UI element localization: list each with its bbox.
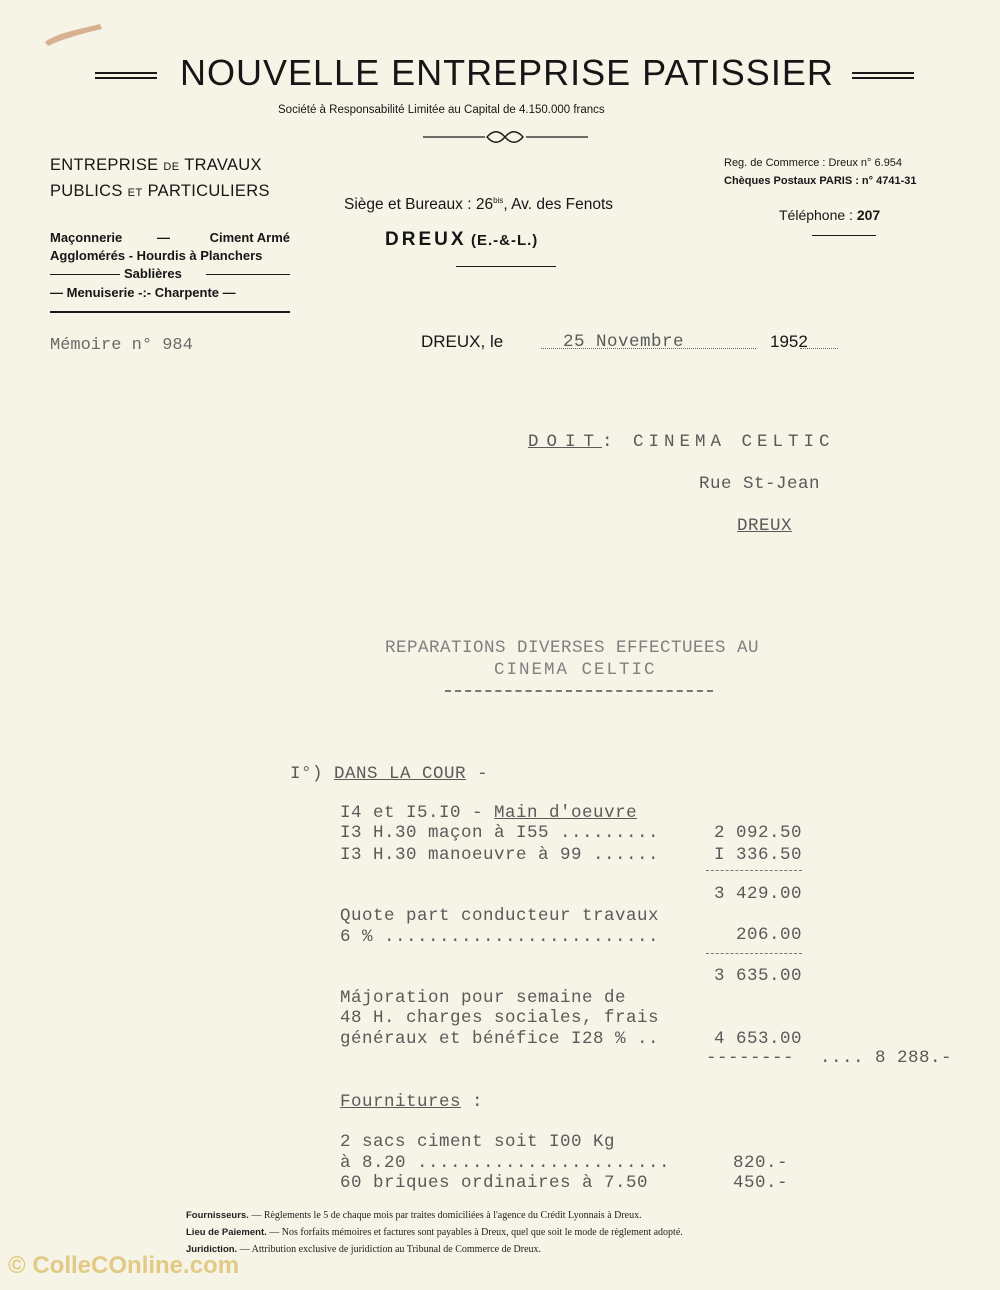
- subtotal-1: 3 429.00: [713, 884, 802, 904]
- majoration-line-1: Májoration pour semaine de: [340, 988, 627, 1008]
- subject-line-2: CINEMA CELTIC: [494, 660, 657, 680]
- paper-stain: [40, 20, 105, 48]
- activity-rule-left: [50, 274, 120, 275]
- phone-rule: [812, 235, 876, 236]
- postal-line: Chèques Postaux PARIS : n° 4741-31: [724, 175, 917, 187]
- legal-form: Société à Responsabilité Limitée au Capital de 4.150.000 francs: [278, 104, 605, 116]
- footer-jurisdiction: Juridiction. — Attribution exclusive de juridiction au Tribunal de Commerce de Dreux.: [186, 1244, 542, 1255]
- date-year: 1952: [770, 332, 808, 351]
- client-line: [528, 432, 835, 452]
- city-rule: [456, 266, 556, 267]
- supply-2-line: 60 briques ordinaires à 7.50: [340, 1173, 649, 1193]
- subtotal-2-rule: [706, 953, 802, 954]
- activity-row-1: Maçonnerie — Ciment Armé: [50, 230, 290, 245]
- quote-line-1: Quote part conducteur travaux: [340, 906, 660, 926]
- quote-amount: 206.00: [735, 925, 802, 945]
- supply-2-amount: 450.-: [733, 1173, 789, 1193]
- activity-row-3: Sablières: [124, 266, 182, 281]
- footer-suppliers: Fournisseurs. — Règlements le 5 de chaque mois par traites domiciliées à l'agence du Crédit Lyonnais à Dreux.: [186, 1210, 642, 1221]
- line-item-2: I3 H.30 manoeuvre à 99 ......: [340, 845, 660, 865]
- date-value: 25 Novembre: [563, 332, 685, 352]
- year-dotted-line: [800, 348, 838, 349]
- activity-row-4: — Menuiserie -:- Charpente —: [50, 285, 236, 300]
- majoration-amount: 4 653.00: [713, 1029, 802, 1049]
- line-item-2-amount: I 336.50: [713, 845, 802, 865]
- section-total: .... 8 288.-: [820, 1048, 953, 1068]
- client-city: DREUX: [737, 516, 793, 536]
- doit-label: DOIT: [528, 432, 603, 452]
- subtotal-1-rule: [706, 870, 802, 871]
- title-rule-left: [95, 72, 157, 79]
- address-line: Siège et Bureaux : $26^{bis}$, Av. des Fenots: [344, 196, 614, 214]
- supply-1-line-1: 2 sacs ciment soit I00 Kg: [340, 1132, 616, 1152]
- subject-line-1: REPARATIONS DIVERSES EFFECTUEES AU: [385, 638, 760, 658]
- trade-line-1: ENTREPRISE DE TRAVAUX: [50, 156, 262, 174]
- company-name: NOUVELLE ENTREPRISE PATISSIER: [180, 52, 834, 93]
- activity-row-2: Agglomérés - Hourdis à Planchers: [50, 248, 263, 263]
- majoration-line-3: généraux et bénéfice I28 % ..: [340, 1029, 660, 1049]
- date-prefix: DREUX, le: [421, 332, 504, 351]
- client-street: Rue St-Jean: [699, 474, 821, 494]
- supplies-heading: Fournitures :: [340, 1092, 484, 1112]
- line-item-1-amount: 2 092.50: [713, 823, 802, 843]
- title-rule-right: [852, 72, 914, 79]
- ornament-divider: [423, 128, 588, 146]
- watermark: © ColleCOnline.com: [8, 1252, 240, 1279]
- supply-1-line-2: à 8.20 .......................: [340, 1153, 671, 1173]
- left-block-rule: [50, 311, 290, 313]
- quote-line-2: 6 % .........................: [340, 927, 660, 947]
- section-heading: I°) DANS LA COUR -: [290, 764, 489, 784]
- total-dashes: --------: [706, 1048, 795, 1068]
- activity-rule-right: [206, 274, 290, 275]
- labour-heading: I4 et I5.I0 - Main d'oeuvre: [340, 803, 638, 823]
- trade-line-2: PUBLICS ET PARTICULIERS: [50, 182, 270, 200]
- memoire-number: Mémoire n° 984: [50, 336, 193, 355]
- phone-line: Téléphone : 207: [779, 207, 881, 223]
- footer-payment: Lieu de Paiement. — Nos forfaits mémoires et factures sont payables à Dreux, quel que soit le mode de règlement adopté.: [186, 1227, 683, 1238]
- supply-1-amount: 820.-: [733, 1153, 789, 1173]
- city-line: DREUX (E.-&-L.): [385, 229, 539, 250]
- majoration-line-2: 48 H. charges sociales, frais: [340, 1008, 660, 1028]
- subtotal-2: 3 635.00: [713, 966, 802, 986]
- line-item-1: I3 H.30 maçon à I55 .........: [340, 823, 660, 843]
- subject-underline: [445, 690, 713, 692]
- client-name: : CINEMA CELTIC: [602, 432, 835, 452]
- register-line: Reg. de Commerce : Dreux n° 6.954: [724, 157, 903, 169]
